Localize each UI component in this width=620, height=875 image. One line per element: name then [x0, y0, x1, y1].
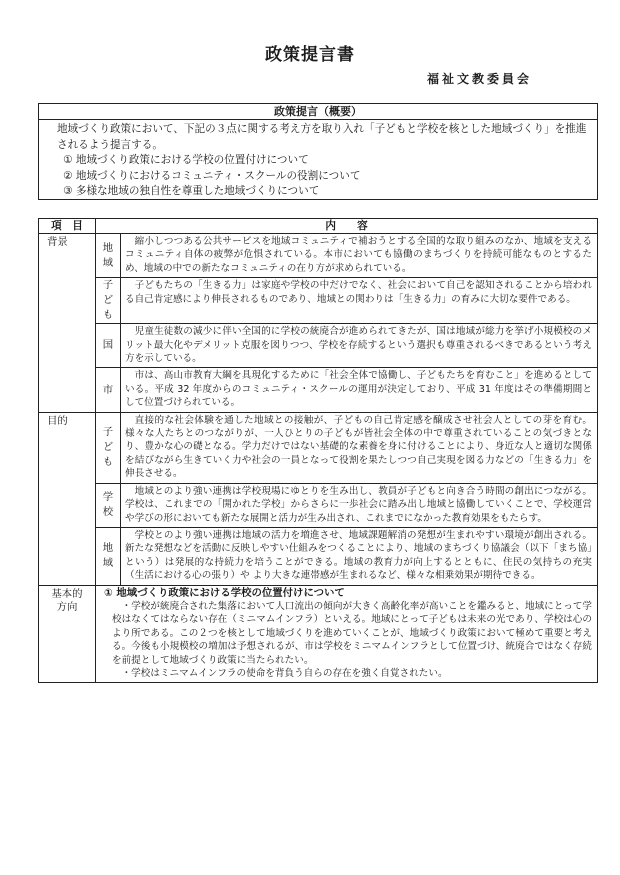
table-row — [39, 278, 598, 324]
row-text: 市は、高山市教育大綱を具現化するために「社会全体で協働し、子どもたちを育むこと」を進めるとしている。平成 32 年度からのコミュニティ・スクールの運用が決定しており、平成 31 年度はその準備期間として位置づけられている。 — [121, 368, 598, 412]
proposal-table — [38, 218, 598, 683]
sub-label: 子 ど も — [96, 278, 121, 324]
committee-name: 福祉文教委員会 — [427, 72, 533, 86]
sub-label: 国 — [96, 324, 121, 368]
table-row — [39, 412, 598, 483]
summary-body — [39, 120, 597, 200]
row-text: 直接的な社会体験を通した地域との接触が、子どもの自己肯定感を醸成させ社会人としての芽を育む。様々な人たちとのつながりが、一人ひとりの子どもが皆社会全体の中で尊重されていることの気づきとなり、豊かな心の礎となる。学力だけではない基礎的な素養を身に付けることにより、身近な人と適切な関係を結びながら生きていく力や社会の一員となって役割を果たしつつ自己実現を図る力などの「生きる力」を伸長させる。 — [121, 412, 598, 483]
category-direction: 基本的 方向 — [39, 585, 96, 683]
sub-label: 子 ど も — [96, 412, 121, 483]
category-purpose: 目的 — [39, 412, 96, 585]
direction-heading: ① 地域づくり政策における学校の位置付けについて — [104, 586, 345, 599]
row-text: 児童生徒数の減少に伴い全国的に学校の統廃合が進められてきたが、国は地域が総力を挙げ小規模校のメリット最大化やデメリット克服を図りつつ、学校を存続するという選択も尊重されるべきであるという考え方を示している。 — [121, 324, 598, 368]
table-row — [39, 585, 598, 683]
table-row — [39, 324, 598, 368]
direction-bullet: ・学校が統廃合された集落において人口流出の傾向が大きく高齢化率が高いことを鑑みると、地域にとって学校はなくてはならない存在（ミニマムインフラ）といえる。地域にとって子どもは未来の光であり、学校は心のより所である。この２つを核として地域づくりを進めていくことが、地域づくり政策において極めて重要と考える。今後も小規模校の増加は予想されるが、市は学校をミニマムインフラとして位置づけ、統廃合ではなく存続を前提として地域づくり政策に当たられたい。 — [112, 600, 592, 666]
summary-item: ① 地域づくり政策における学校の位置付けについて — [63, 154, 309, 166]
sub-label: 学 校 — [96, 483, 121, 527]
document-title: 政策提言書 — [265, 45, 355, 65]
summary-intro: 地域づくり政策において、下記の３点に関する考え方を取り入れ「子どもと学校を核とした地域づくり」を推進されるよう提言する。 — [57, 123, 587, 151]
table-header-row — [39, 219, 598, 234]
summary-box — [38, 103, 598, 200]
category-background: 背景 — [39, 234, 96, 413]
header-item: 項 目 — [39, 219, 96, 234]
row-text: 縮小しつつある公共サービスを地域コミュニティで補おうとする全国的な取り組みのなか、地域を支えるコミュニティ自体の疲弊が危惧されている。本市においても協働のまちづくりを持続可能なものとするため、地域の中での新たなコミュニティの在り方が求められている。 — [121, 234, 598, 278]
table-row — [39, 483, 598, 527]
row-text: 地域とのより強い連携は学校現場にゆとりを生み出し、教員が子どもと向き合う時間の創出につながる。学校は、これまでの「開かれた学校」からさらに一歩社会に踏み出し地域と協働していくことで、学校運営や学びの形においても新たな展開と活力が生み出され、これまでになかった教育効果をもたらす。 — [121, 483, 598, 527]
summary-item: ② 地域づくりにおけるコミュニティ・スクールの役割について — [63, 169, 361, 182]
row-text: 子どもたちの「生きる力」は家庭や学校の中だけでなく、社会において自己を認知されることから培われる自己肯定感により伸長されるものであり、地域との関わりは「生きる力」の育みに大切な要件である。 — [121, 278, 598, 324]
summary-heading: 政策提言（概要） — [39, 104, 597, 120]
table-row — [39, 368, 598, 412]
table-row — [39, 527, 598, 585]
sub-label: 地 域 — [96, 234, 121, 278]
header-content: 内 容 — [96, 219, 598, 234]
direction-bullet: ・学校はミニマムインフラの使命を背負う自らの存在を強く自覚されたい。 — [121, 667, 448, 679]
table-row — [39, 234, 598, 278]
row-text: 学校とのより強い連携は地域の活力を増進させ、地域課題解消の発想が生まれやすい環境が創出される。新たな発想などを活動に反映しやすい仕組みをつくることにより、地域のまちづくり協議会（以下「まち協」という）は発展的な持続力を培うことができる。地域の教育力が向上するとともに、住民の気持ちの充実（生活における心の張り）や より大きな連帯感が生まれるなど、様々な相乗効果が期待できる。 — [121, 527, 598, 585]
summary-item: ③ 多様な地域の独自性を尊重した地域づくりについて — [63, 185, 320, 197]
direction-text — [96, 585, 598, 683]
sub-label: 市 — [96, 368, 121, 412]
sub-label: 地 域 — [96, 527, 121, 585]
